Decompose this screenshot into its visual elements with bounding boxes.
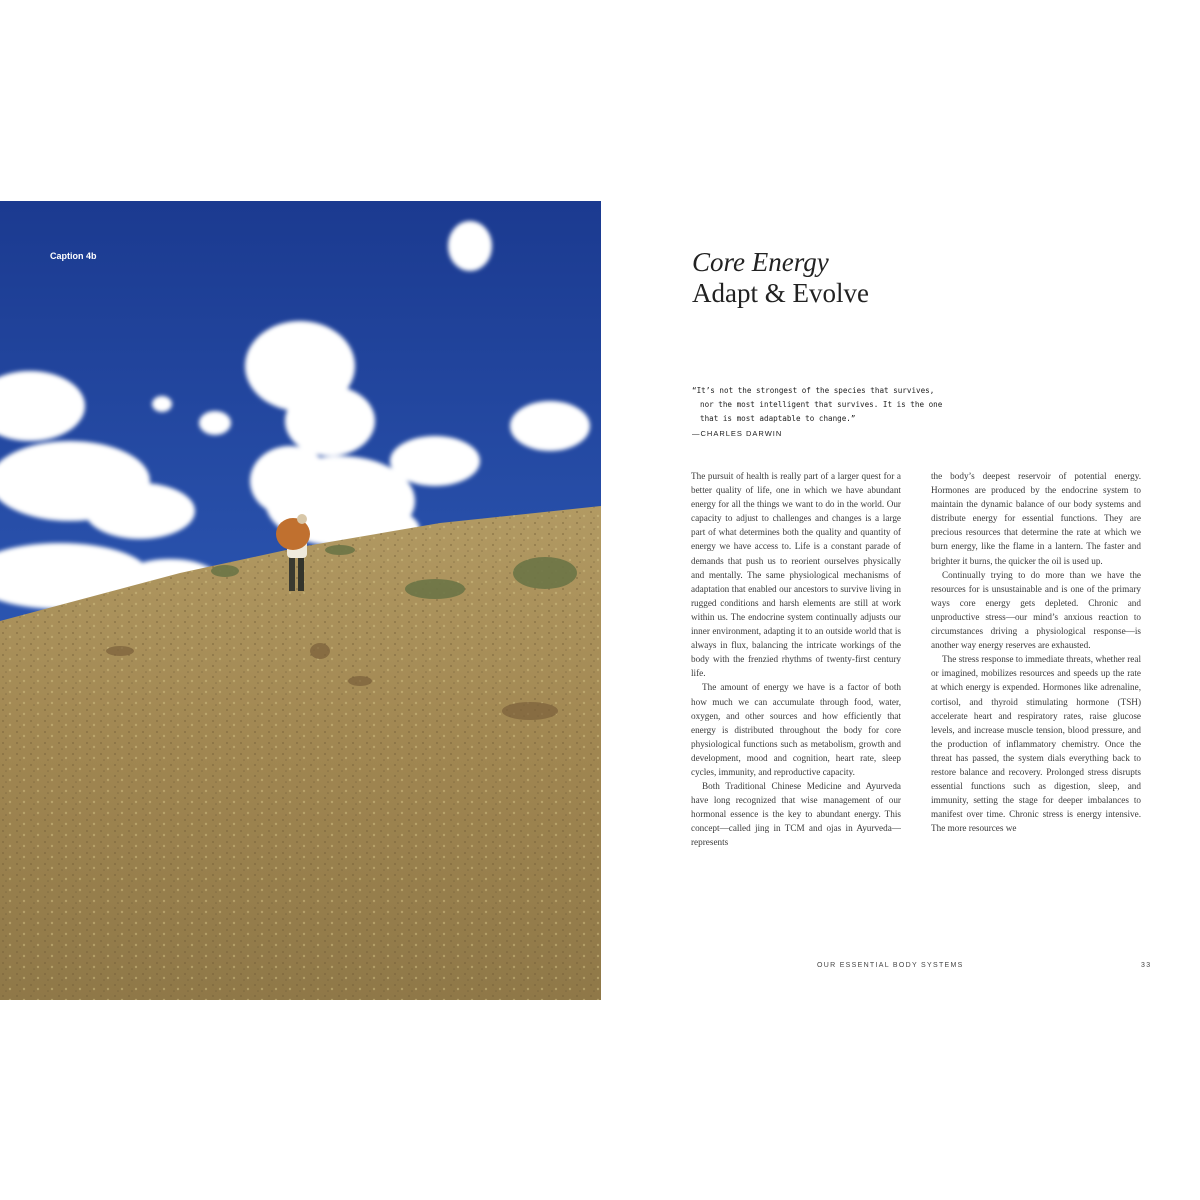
body-paragraph: The stress response to immediate threats, whether real or imagined, mobilizes resources and speeds up the rate at which energy is expended. Hormones like adrenaline, cortisol, and thyroid stimulating hormone (TSH) accelerate heart and respiratory rates, raise glucose levels, and increase muscle tension, blood pressure, and the production of inflammatory chemistry. Once the threat has passed, the system dials everything back to restore balance and recovery. Prolonged stress disrupts essential functions such as digestion, sleep, and immunity, setting the stage for deeper imbalances to manifest over time. Chronic stress is energy intensive. The more resources we: [931, 654, 1141, 834]
quote-line: nor the most intelligent that survives. It is the one: [700, 400, 943, 409]
text-page: [601, 201, 1200, 1000]
quote-line: “It’s not the strongest of the species that survives,: [692, 386, 935, 395]
body-paragraph: The amount of energy we have is a factor of both how much we can accumulate through food, water, oxygen, and other sources and how efficiently that energy is distributed throughout the body for core physiological functions such as metabolism, growth and development, mood and cognition, heart rate, sleep cycles, immunity, and reproductive capacity.: [691, 682, 901, 777]
running-footer: OUR ESSENTIAL BODY SYSTEMS: [817, 962, 964, 969]
epigraph-quote: [692, 384, 992, 441]
heading-title: Adapt & Evolve: [692, 278, 869, 309]
hillside-photo: [0, 201, 601, 1000]
quote-attribution: —CHARLES DARWIN: [692, 429, 783, 438]
chapter-heading: [692, 247, 869, 309]
body-paragraph: The pursuit of health is really part of a larger quest for a better quality of life, one in which we have abundant energy for all the things we want to do in the world. Our capacity to adjust to challenges and changes is a large part of what determines both the quality and quantity of energy we have access to. Life is a constant parade of demands that push us to reorient ourselves physically and mentally. The same physiological mechanisms of adaptation that enabled our ancestors to survive living in rugged conditions and harsh elements are still at work within us. The endocrine system continually adjusts our inner environment, adapting it to an outside world that is always in flux, balancing the intricate workings of the body with the frenzied rhythms of twenty-first century life.: [691, 471, 901, 679]
body-column-left: [691, 469, 901, 901]
page-number: 33: [1141, 962, 1152, 969]
book-spread: [0, 201, 1200, 1000]
quote-line: that is most adaptable to change.”: [700, 414, 856, 423]
body-paragraph: Both Traditional Chinese Medicine and Ayurveda have long recognized that wise management of our hormonal essence is the key to abundant energy. This concept—called jing in TCM and ojas in Ayurveda—represents: [691, 781, 901, 848]
photo-caption: Caption 4b: [50, 251, 97, 261]
photo-illustration: [0, 201, 601, 1000]
body-column-right: [931, 469, 1141, 901]
heading-kicker: Core Energy: [692, 247, 829, 277]
body-paragraph: the body’s deepest reservoir of potential energy. Hormones are produced by the endocrine system to maintain the dynamic balance of our body systems and distribute energy for essential functions. They are precious resources that determine the rate at which we burn energy, like the flame in a lantern. The faster and brighter it burns, the quicker the oil is used up.: [931, 471, 1141, 566]
body-paragraph: Continually trying to do more than we have the resources for is unsustainable and is one of the primary ways core energy gets depleted. Chronic and unproductive stress—our mind’s anxious reaction to circumstances driving a physiological response—is another way energy reserves are exhausted.: [931, 569, 1141, 651]
